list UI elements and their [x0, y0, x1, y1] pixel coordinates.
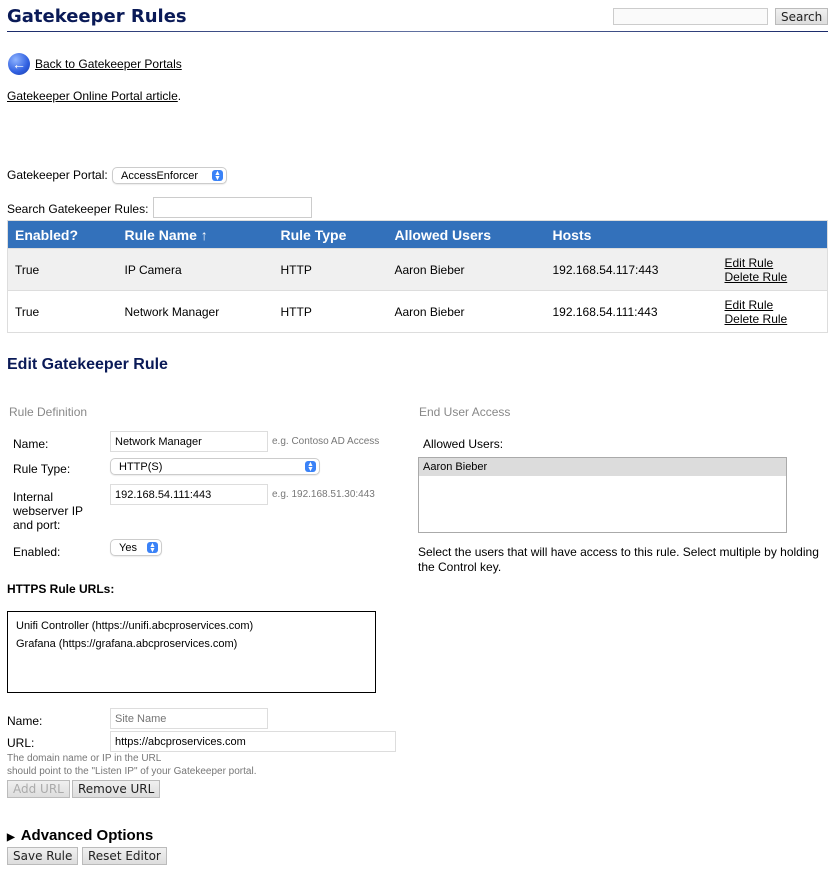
article-link[interactable]: Gatekeeper Online Portal article [7, 89, 178, 103]
rules-table [7, 220, 828, 333]
delete-rule-link[interactable]: Delete Rule [724, 311, 788, 326]
col-allowed-users[interactable]: Allowed Users [388, 221, 546, 249]
page-title: Gatekeeper Rules [7, 6, 187, 27]
reset-editor-button[interactable]: Reset Editor [82, 847, 167, 865]
ip-hint: e.g. 192.168.51.30:443 [272, 489, 375, 500]
urls-listbox[interactable] [7, 611, 376, 693]
ip-port-input[interactable] [110, 484, 268, 505]
users-help-text: Select the users that will have access to this rule. Select multiple by holding the Control key. [418, 545, 819, 574]
advanced-options-toggle[interactable]: ▶ Advanced Options [7, 827, 154, 844]
name-label: Name: [13, 437, 49, 451]
allowed-users-listbox[interactable] [418, 457, 787, 533]
top-search-input[interactable] [613, 8, 768, 25]
url-input[interactable] [110, 731, 396, 752]
portal-label: Gatekeeper Portal: [7, 168, 108, 182]
col-actions [718, 221, 828, 249]
ip-label: Internal webserver IP and port: [13, 490, 83, 532]
remove-url-button[interactable]: Remove URL [72, 780, 160, 798]
table-row: True Network Manager HTTP Aaron Bieber 192.168.54.111:443 Edit Rule Delete Rule [8, 291, 828, 333]
name-hint: e.g. Contoso AD Access [272, 436, 380, 447]
add-url-button[interactable]: Add URL [7, 780, 70, 798]
back-arrow-icon[interactable]: ← [8, 53, 30, 75]
enabled-select[interactable]: Yes ▲ ▼ [110, 539, 162, 556]
select-arrows-icon: ▲ ▼ [305, 461, 316, 472]
delete-rule-link[interactable]: Delete Rule [724, 269, 788, 284]
col-enabled[interactable]: Enabled? [8, 221, 118, 249]
col-rule-name[interactable]: Rule Name ↑ [118, 221, 274, 249]
edit-rule-link[interactable]: Edit Rule [724, 297, 774, 312]
select-arrows-icon: ▲ ▼ [147, 542, 158, 553]
article-line: Gatekeeper Online Portal article. [7, 89, 182, 103]
disclosure-triangle-icon: ▶ [7, 832, 15, 843]
table-row: True IP Camera HTTP Aaron Bieber 192.168.54.117:443 Edit Rule Delete Rule [8, 249, 828, 291]
user-option[interactable]: Aaron Bieber [419, 458, 786, 476]
url-option[interactable]: Unifi Controller (https://unifi.abcproservices.com) [16, 620, 254, 632]
rule-name-input[interactable] [110, 431, 268, 452]
enabled-label: Enabled: [13, 545, 61, 559]
url-option[interactable]: Grafana (https://grafana.abcproservices.com) [16, 638, 238, 650]
url-hint: The domain name or IP in the URL should point to the "Listen IP" of your Gatekeeper portal. [7, 753, 257, 777]
portal-select[interactable]: AccessEnforcer ▲ ▼ [112, 167, 227, 184]
select-arrows-icon: ▲ ▼ [212, 170, 223, 181]
save-rule-button[interactable]: Save Rule [7, 847, 78, 865]
col-rule-type[interactable]: Rule Type [274, 221, 388, 249]
site-name-input[interactable] [110, 708, 268, 729]
site-name-label: Name: [7, 714, 43, 728]
search-rules-input[interactable] [153, 197, 312, 218]
allowed-users-label: Allowed Users: [423, 437, 504, 451]
col-hosts[interactable]: Hosts [546, 221, 718, 249]
rule-type-select[interactable]: HTTP(S) ▲ ▼ [110, 458, 320, 475]
edit-rule-link[interactable]: Edit Rule [724, 255, 774, 270]
end-user-access-label: End User Access [419, 405, 511, 419]
url-label: URL: [7, 736, 35, 750]
search-rules-label: Search Gatekeeper Rules: [7, 202, 149, 216]
top-search-button[interactable]: Search [775, 8, 828, 25]
rule-definition-label: Rule Definition [9, 405, 88, 419]
back-to-portals-link[interactable]: Back to Gatekeeper Portals [35, 57, 182, 71]
https-urls-label: HTTPS Rule URLs: [7, 582, 115, 596]
title-divider [7, 31, 828, 32]
edit-rule-heading: Edit Gatekeeper Rule [7, 356, 168, 373]
rule-type-label: Rule Type: [13, 462, 71, 476]
